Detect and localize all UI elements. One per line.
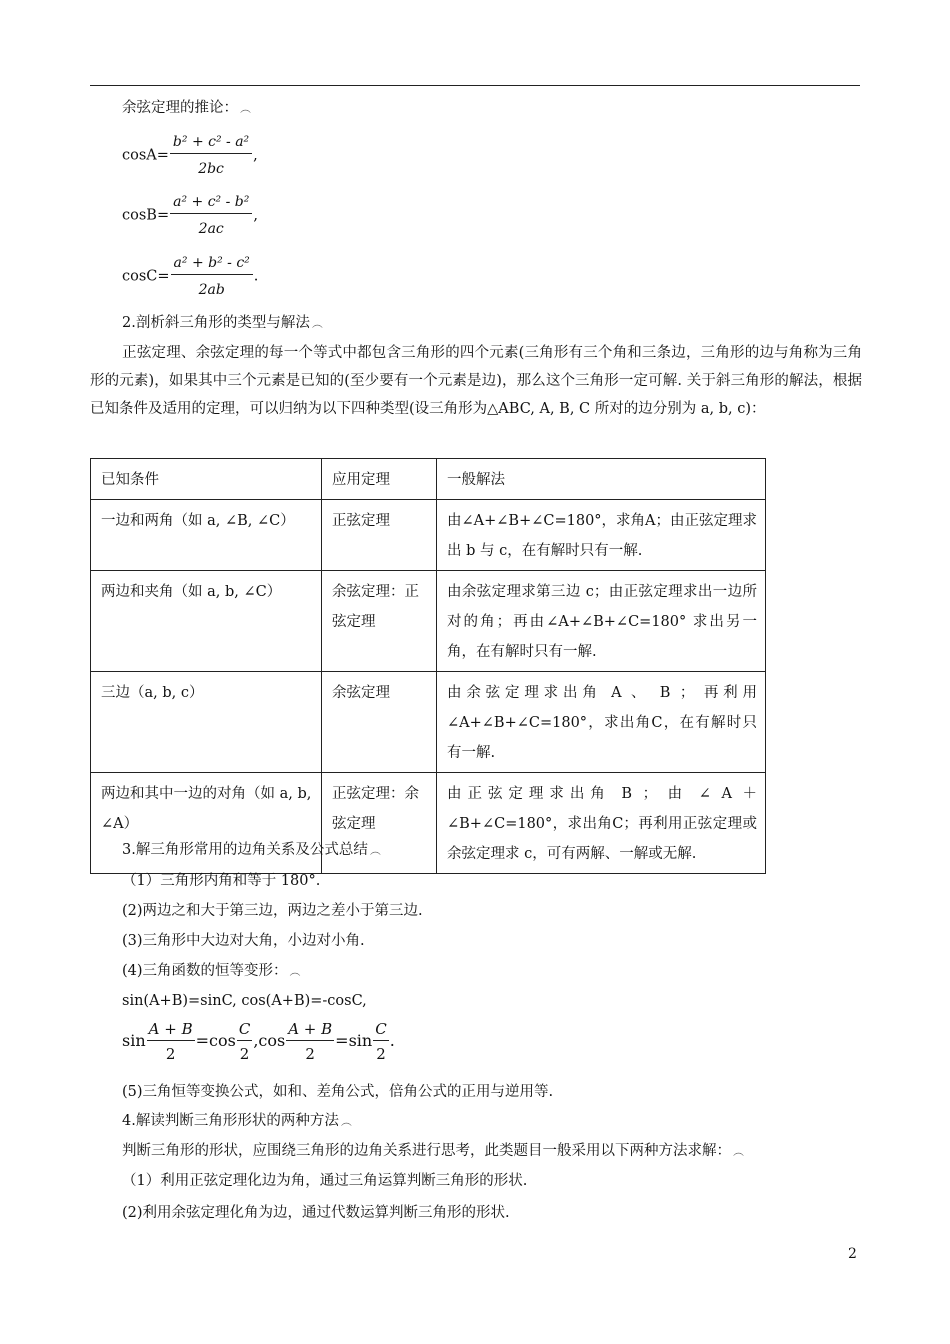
section3-item-4: (4)三角函数的恒等变形： ︵ <box>122 963 301 979</box>
paragraph-mark-icon: ︵ <box>289 965 301 978</box>
header-rule <box>90 85 860 86</box>
table-cell-theorem: 正弦定理 <box>322 500 437 571</box>
table-cell-condition: 两边和其中一边的对角（如 a, b, ∠A） <box>91 773 322 874</box>
solution-table <box>90 458 766 874</box>
corollary-title: 余弦定理的推论： ︵ <box>122 100 251 116</box>
table-cell-method: 由正弦定理求出角 B ； 由 ∠ A ＋ ∠B+∠C=180°，求出角C；再利用正弦定理或余弦定理求 c，可有两解、一解或无解. <box>437 773 766 874</box>
formula-cosA: cosA= $\frac{\text{b² + c² - a²}}{2bc}$ , <box>122 134 258 177</box>
section2-heading: 2.剖析斜三角形的类型与解法 ︵ <box>122 315 323 331</box>
section3-item-1: （1）三角形内角和等于 180°. <box>122 873 321 889</box>
table-row <box>91 571 766 672</box>
table-cell-method: 由∠A+∠B+∠C=180°，求角A；由正弦定理求出 b 与 c，在有解时只有一解. <box>437 500 766 571</box>
section3-item-3: (3)三角形中大边对大角，小边对小角. <box>122 933 365 949</box>
table-row <box>91 672 766 773</box>
section4-heading: 4.解读判断三角形形状的两种方法 ︵ <box>122 1113 352 1129</box>
table-cell-method: 由余弦定理求第三边 c；由正弦定理求出一边所对的角；再由∠A+∠B+∠C=180° 求出另一角，在有解时只有一解. <box>437 571 766 672</box>
table-cell-theorem: 正弦定理：余弦定理 <box>322 773 437 874</box>
table-cell-condition: 两边和夹角（如 a, b, ∠C） <box>91 571 322 672</box>
table-header-cell: 已知条件 <box>91 459 322 500</box>
section3-item-5: (5)三角恒等变换公式，如和、差角公式，倍角公式的正用与逆用等. <box>122 1084 554 1100</box>
identity-sum-angle: sin(A+B)=sinC, cos(A+B)=-cosC, <box>122 993 367 1009</box>
table-header-cell: 应用定理 <box>322 459 437 500</box>
section4-intro: 判断三角形的形状，应围绕三角形的边角关系进行思考，此类题目一般采用以下两种方法求解： ︵ <box>122 1143 744 1159</box>
section2-paragraph: 正弦定理、余弦定理的每一个等式中都包含三角形的四个元素(三角形有三个角和三条边，三角形的边与角称为三角形的元素)，如果其中三个元素是已知的(至少要有一个元素是边)，那么这个三角形一定可解. 关于斜三角形的解法，根据已知条件及适用的定理，可以归纳为以下四种类型(设三角形为△ABC, A, B, C 所对的边分别为 a, b, c)： <box>90 345 862 417</box>
table-cell-theorem: 余弦定理 <box>322 672 437 773</box>
formula-cosB: cosB= $\frac{\text{a² + c² - b²}}{2ac}$ , <box>122 194 258 237</box>
table-cell-method: 由余弦定理求出角 A 、 B ； 再利用∠A+∠B+∠C=180°，求出角C，在有解时只有一解. <box>437 672 766 773</box>
formula-cosC: cosC= $\frac{\text{a² + b² - c²}}{2ab}$ . <box>122 255 259 298</box>
table-header-cell: 一般解法 <box>437 459 766 500</box>
page-number: 2 <box>848 1246 857 1262</box>
table-cell-theorem: 余弦定理：正弦定理 <box>322 571 437 672</box>
paragraph-mark-icon: ︵ <box>340 1115 352 1128</box>
section3-heading: 3.解三角形常用的边角关系及公式总结 ︵ <box>122 842 381 858</box>
paragraph-mark-icon: ︵ <box>311 317 323 330</box>
identity-half-angle: sin $\frac{A + B}{2}$ =cos $\frac{C}{2}$ ,cos $\frac{A + B}{2}$ =sin $\frac{C}{2}$ . <box>122 1020 395 1063</box>
section4-method-1: （1）利用正弦定理化边为角，通过三角运算判断三角形的形状. <box>122 1173 528 1189</box>
table-row <box>91 500 766 571</box>
section4-method-2: (2)利用余弦定理化角为边，通过代数运算判断三角形的形状. <box>122 1205 510 1221</box>
section3-item-2: (2)两边之和大于第三边，两边之差小于第三边. <box>122 903 423 919</box>
paragraph-mark-icon: ︵ <box>733 1145 744 1158</box>
table-cell-condition: 一边和两角（如 a, ∠B, ∠C） <box>91 500 322 571</box>
table-header-row <box>91 459 766 500</box>
paragraph-mark-icon: ︵ <box>369 844 381 857</box>
paragraph-mark-icon: ︵ <box>240 102 251 115</box>
table-cell-condition: 三边（a, b, c） <box>91 672 322 773</box>
